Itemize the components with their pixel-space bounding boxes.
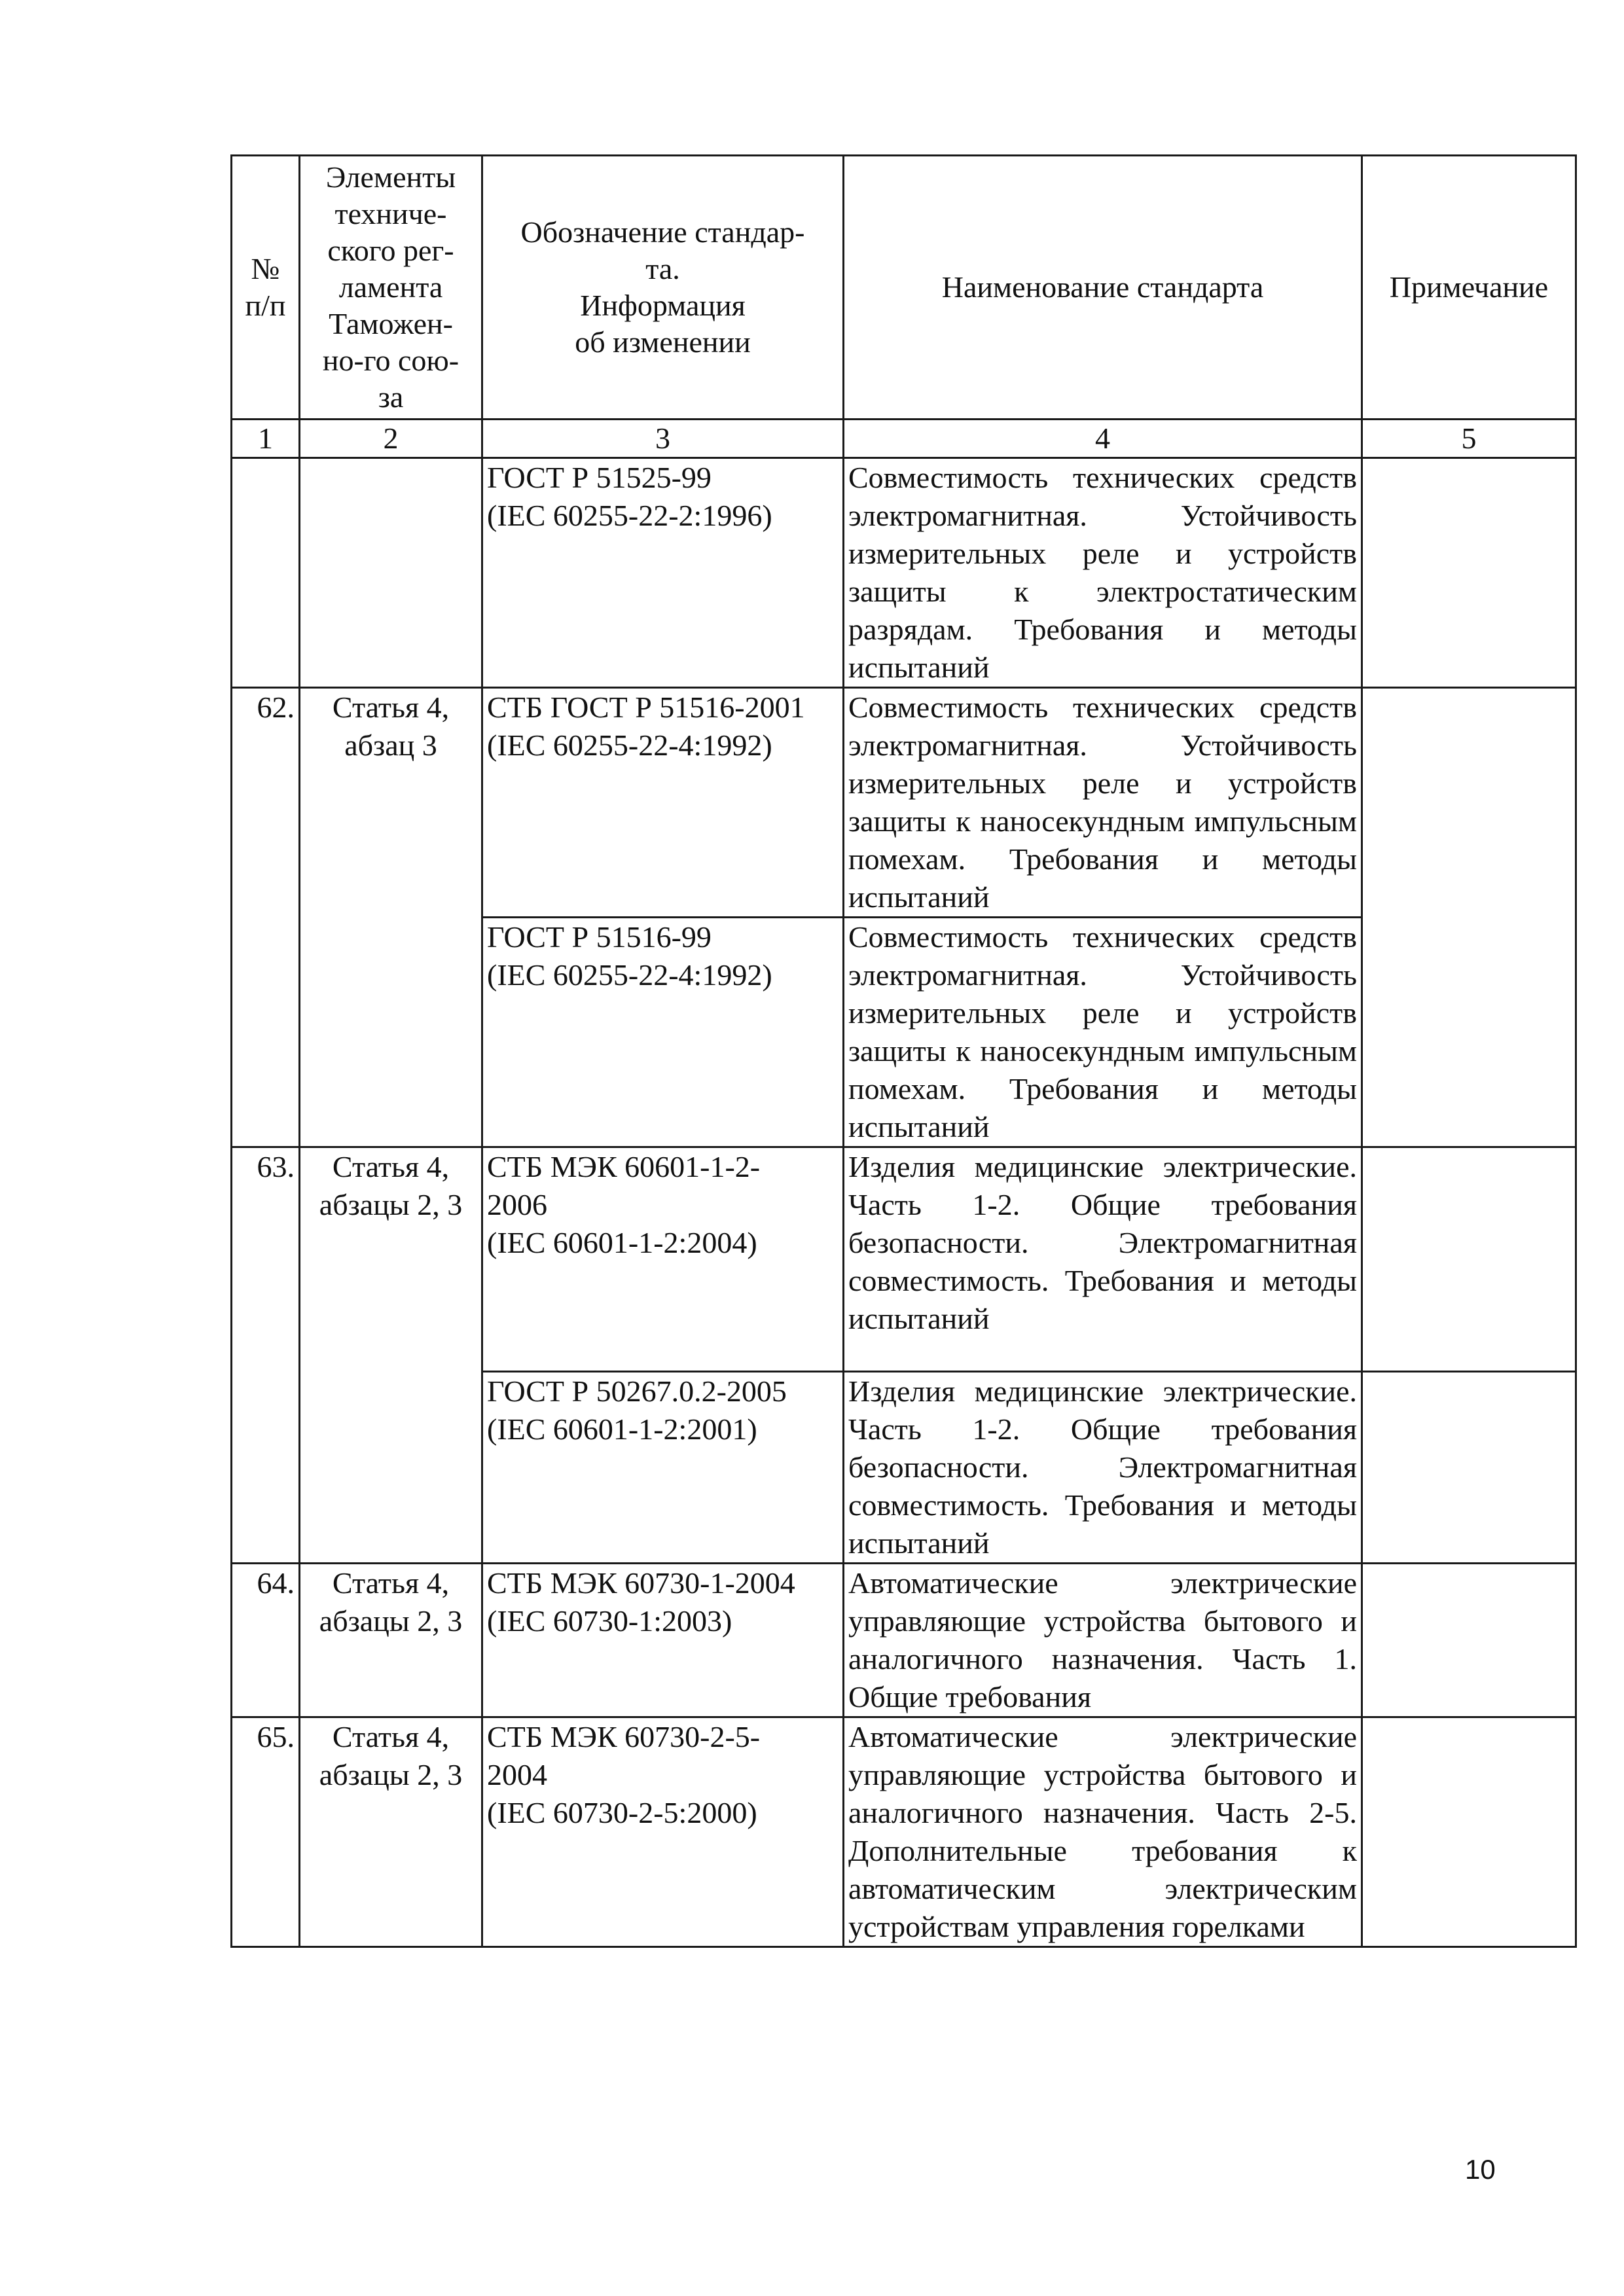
header-designation: Обозначение стандар- та. Информация об изменении	[482, 156, 844, 420]
table-row	[232, 1717, 1576, 1947]
standard-designation: ГОСТ Р 50267.0.2-2005 (IEC 60601-1-2:2001)	[482, 1372, 844, 1564]
header-num: № п/п	[232, 156, 300, 420]
column-number: 3	[482, 420, 844, 458]
note-cell	[1362, 688, 1576, 1147]
standard-name: Изделия медицинские электрические. Часть 1-2. Общие требования безопасности. Электромагнитная совместимость. Требования и методы испытаний	[844, 1147, 1362, 1372]
row-number: 62.	[232, 688, 300, 1147]
standard-designation: ГОСТ Р 51516-99 (IEC 60255-22-4:1992)	[482, 918, 844, 1147]
standard-designation: СТБ МЭК 60730-2-5- 2004 (IEC 60730-2-5:2000)	[482, 1717, 844, 1947]
column-number: 1	[232, 420, 300, 458]
row-number: 64.	[232, 1564, 300, 1717]
note-cell	[1362, 1372, 1576, 1564]
column-number: 5	[1362, 420, 1576, 458]
standard-name: Совместимость технических средств электромагнитная. Устойчивость измерительных реле и устройств защиты к наносекундным импульсным помехам. Требования и методы испытаний	[844, 688, 1362, 918]
row-elements: Статья 4, абзацы 2, 3	[300, 1147, 482, 1564]
note-cell	[1362, 458, 1576, 688]
standard-designation: СТБ МЭК 60730-1-2004 (IEC 60730-1:2003)	[482, 1564, 844, 1717]
standard-designation: СТБ ГОСТ Р 51516-2001 (IEC 60255-22-4:1992)	[482, 688, 844, 918]
table-header-row	[232, 156, 1576, 420]
standard-designation: ГОСТ Р 51525-99 (IEC 60255-22-2:1996)	[482, 458, 844, 688]
header-elements: Элементы техниче- ского рег- ламента Таможен- но-го сою- за	[300, 156, 482, 420]
standard-name: Совместимость технических средств электромагнитная. Устойчивость измерительных реле и устройств защиты к электростатическим разрядам. Требования и методы испытаний	[844, 458, 1362, 688]
note-cell	[1362, 1147, 1576, 1372]
column-number: 2	[300, 420, 482, 458]
standard-designation: СТБ МЭК 60601-1-2- 2006 (IEC 60601-1-2:2004)	[482, 1147, 844, 1372]
table-row	[232, 1564, 1576, 1717]
row-elements: Статья 4, абзацы 2, 3	[300, 1717, 482, 1947]
note-cell	[1362, 1564, 1576, 1717]
column-number: 4	[844, 420, 1362, 458]
standard-name: Совместимость технических средств электромагнитная. Устойчивость измерительных реле и устройств защиты к наносекундным импульсным помехам. Требования и методы испытаний	[844, 918, 1362, 1147]
header-note: Примечание	[1362, 156, 1576, 420]
row-number: 65.	[232, 1717, 300, 1947]
row-number: 63.	[232, 1147, 300, 1564]
table-row	[232, 688, 1576, 918]
header-name: Наименование стандарта	[844, 156, 1362, 420]
column-number-row	[232, 420, 1576, 458]
note-cell	[1362, 1717, 1576, 1947]
standards-table	[230, 154, 1577, 1948]
standard-name: Автоматические электрические управляющие устройства бытового и аналогичного назначения. Часть 1. Общие требования	[844, 1564, 1362, 1717]
row-elements: Статья 4, абзац 3	[300, 688, 482, 1147]
table-row	[232, 458, 1576, 688]
standard-name: Изделия медицинские электрические. Часть 1-2. Общие требования безопасности. Электромагнитная совместимость. Требования и методы испытаний	[844, 1372, 1362, 1564]
page-number: 10	[1465, 2154, 1496, 2185]
standard-name: Автоматические электрические управляющие устройства бытового и аналогичного назначения. Часть 2-5. Дополнительные требования к автоматическим электрическим устройствам управления горелками	[844, 1717, 1362, 1947]
table-row	[232, 1147, 1576, 1372]
row-elements: Статья 4, абзацы 2, 3	[300, 1564, 482, 1717]
row-elements	[300, 458, 482, 688]
row-number	[232, 458, 300, 688]
